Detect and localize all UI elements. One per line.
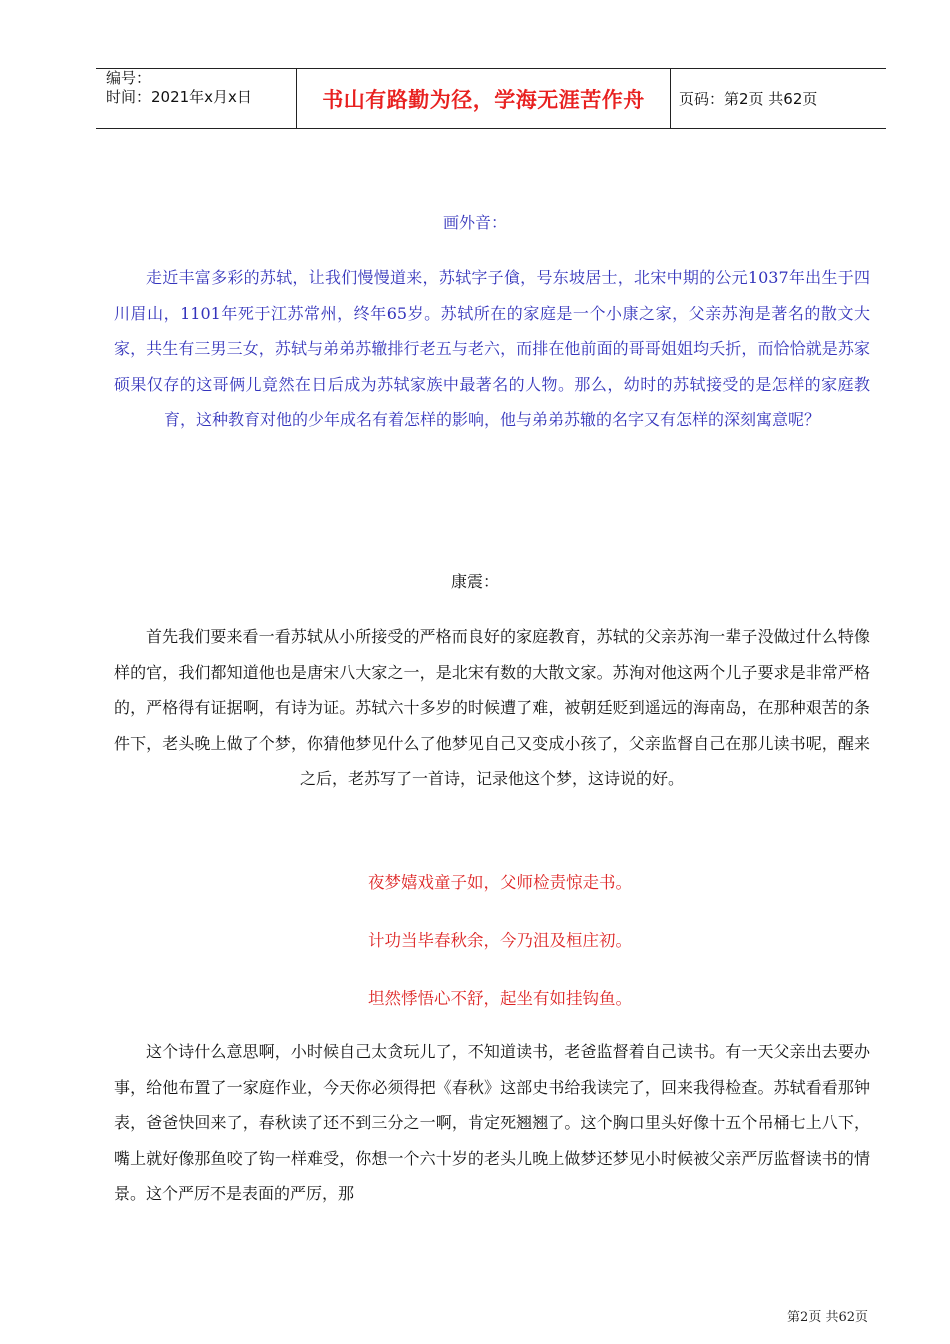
header-page-info: 页码：第2页 共62页 (679, 89, 818, 108)
poem-line: 计功当毕春秋余，今乃沮及桓庄初。 (368, 931, 632, 950)
header-right-cell (671, 69, 886, 128)
kangzhen-paragraph-2: 这个诗什么意思啊，小时候自己太贪玩儿了，不知道读书，老爸监督着自己读书。有一天父亲出去要办事，给他布置了一家庭作业，今天你必须得把《春秋》这部史书给我读完了，回来我得检查。苏轼看看那钟表，爸爸快回来了，春秋读了还不到三分之一啊，肯定死翘翘了。这个胸口里头好像十五个吊桶七上八下，嘴上就好像那鱼咬了钩一样难受，你想一个六十岁的老头儿晚上做梦还梦见小时候被父亲严厉监督读书的情景。这个严厉不是表面的严厉，那 (114, 1042, 870, 1203)
header-left-cell (96, 69, 297, 128)
poem-line: 坦然悸悟心不舒，起坐有如挂钩鱼。 (368, 989, 632, 1008)
document-number-label: 编号： (106, 69, 152, 87)
document-time-label: 时间：2021年x月x日 (106, 88, 252, 106)
poem-line: 夜梦嬉戏童子如，父师检责惊走书。 (368, 873, 632, 892)
header-motto-cell (297, 69, 671, 128)
kangzhen-speaker: 康震： (450, 572, 499, 591)
kangzhen-paragraph-1: 首先我们要来看一看苏轼从小所接受的严格而良好的家庭教育，苏轼的父亲苏洵一辈子没做过什么特像样的官，我们都知道他也是唐宋八大家之一，是北宋有数的大散文家。苏洵对他这两个儿子要求是非常严格的，严格得有证据啊，有诗为证。苏轼六十多岁的时候遭了难，被朝廷贬到遥远的海南岛，在那种艰苦的条件下，老头晚上做了个梦，你猜他梦见什么了他梦见自己又变成小孩了，父亲监督自己在那儿读书呢，醒来之后，老苏写了一首诗，记录他这个梦，这诗说的好。 (114, 627, 870, 788)
page-footer: 第2页 共62页 (787, 1310, 868, 1325)
page-header (96, 68, 886, 129)
voiceover-speaker: 画外音： (442, 213, 507, 232)
voiceover-paragraph: 走近丰富多彩的苏轼，让我们慢慢道来，苏轼字子僋，号东坡居士，北宋中期的公元1037年出生于四川眉山，1101年死于江苏常州，终年65岁。苏轼所在的家庭是一个小康之家，父亲苏洵是著名的散文大家，共生有三男三女，苏轼与弟弟苏辙排行老五与老六，而排在他前面的哥哥姐姐均夭折，而恰恰就是苏家硕果仅存的这哥俩儿竟然在日后成为苏轼家族中最著名的人物。那么，幼时的苏轼接受的是怎样的家庭教育，这种教育对他的少年成名有着怎样的影响，他与弟弟苏辙的名字又有怎样的深刻寓意呢？ (114, 268, 870, 429)
header-motto: 书山有路勤为径，学海无涯苦作舟 (322, 87, 645, 112)
